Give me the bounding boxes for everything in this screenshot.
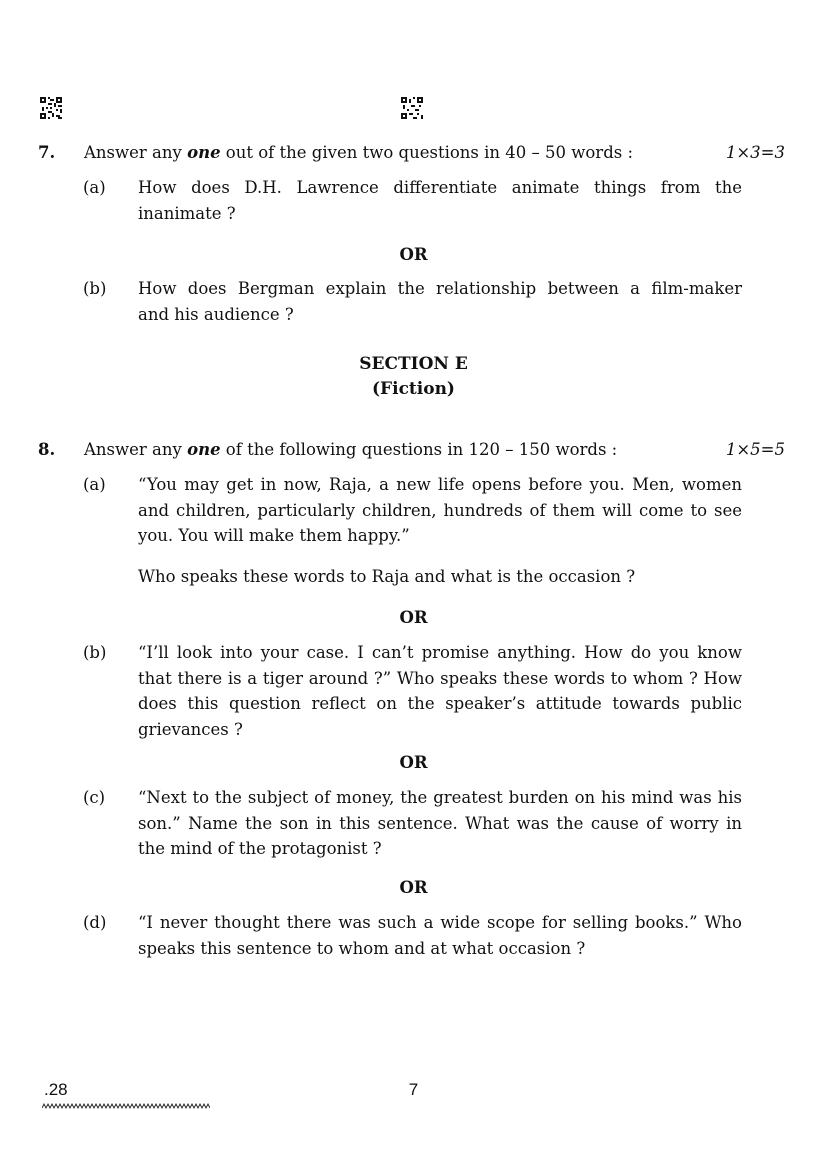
question-7b-text: How does Bergman explain the relationship between a film-maker and his audience ? bbox=[138, 279, 742, 324]
or-divider-7: OR bbox=[399, 245, 428, 264]
question-8a-label: (a) bbox=[83, 475, 106, 494]
question-8b-text: “I’ll look into your case. I can’t promise anything. How do you know that there is a tiger around ?” Who speaks these words to whom ? How does this question reflect on the speaker’s attitude towards public grievances ? bbox=[138, 643, 742, 739]
question-8a-text: “You may get in now, Raja, a new life opens before you. Men, women and children, particularly children, hundreds of them will come to see you. You will make them happy.” bbox=[138, 475, 742, 545]
or-divider-8-3: OR bbox=[399, 878, 428, 897]
question-7b-label: (b) bbox=[83, 279, 107, 298]
question-8b-label: (b) bbox=[83, 643, 107, 662]
question-7-number: 7. bbox=[38, 143, 56, 162]
question-8d-text: “I never thought there was such a wide scope for selling books.” Who speaks this sentence to whom and at what occasion ? bbox=[138, 913, 742, 958]
question-8d-label: (d) bbox=[83, 913, 107, 932]
question-8c-text: “Next to the subject of money, the greatest burden on his mind was his son.” Name the son in this sentence. What was the cause of worry in the mind of the protagonist ? bbox=[138, 788, 742, 858]
question-8-instruction: Answer any one of the following questions in 120 – 150 words : bbox=[84, 440, 618, 459]
paper-code: .28 bbox=[44, 1080, 68, 1099]
page-number: 7 bbox=[408, 1080, 419, 1099]
question-8-number: 8. bbox=[38, 440, 56, 459]
section-title: SECTION E bbox=[359, 354, 468, 374]
qr-code-icon-left bbox=[40, 97, 62, 119]
question-8c-label: (c) bbox=[83, 788, 106, 807]
or-divider-8-2: OR bbox=[399, 753, 428, 772]
question-8a-question: Who speaks these words to Raja and what is the occasion ? bbox=[138, 567, 636, 586]
or-divider-8-1: OR bbox=[399, 608, 428, 627]
qr-code-icon-center bbox=[401, 97, 423, 119]
wavy-line-decoration bbox=[42, 1102, 210, 1112]
question-7a-text: How does D.H. Lawrence differentiate animate things from the inanimate ? bbox=[138, 178, 742, 223]
question-7-instruction: Answer any one out of the given two questions in 40 – 50 words : bbox=[84, 143, 634, 162]
section-subtitle: (Fiction) bbox=[372, 379, 455, 399]
question-8-marks: 1×5=5 bbox=[725, 440, 785, 459]
question-7-marks: 1×3=3 bbox=[725, 143, 785, 162]
question-7a-label: (a) bbox=[83, 178, 106, 197]
